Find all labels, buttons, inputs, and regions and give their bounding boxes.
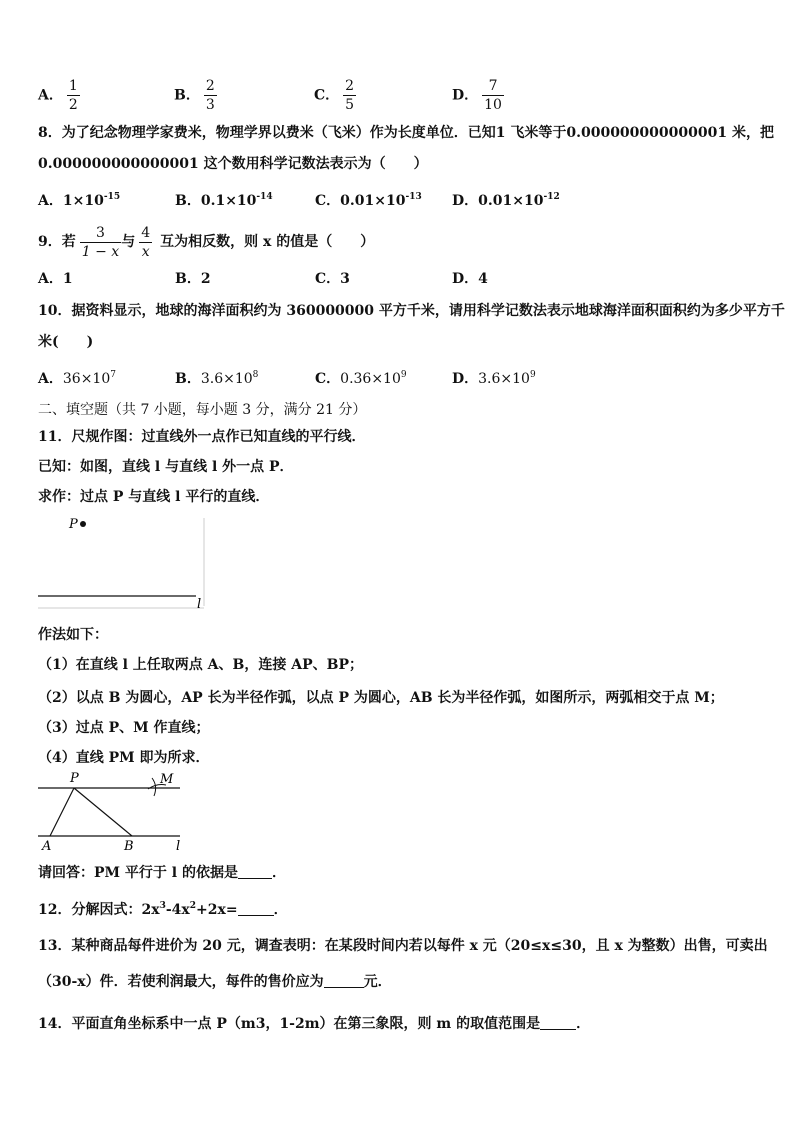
option-base: 0.01×10	[478, 193, 544, 209]
q14-text: 14．平面直角坐标系中一点 P（m3，1-2m）在第三象限，则 m 的取值范围是	[38, 1016, 541, 1032]
point-m-label: M	[160, 772, 174, 787]
q11-answer-prompt	[38, 864, 286, 882]
q9-suffix: 互为相反数，则 x 的值是（ ）	[160, 234, 375, 250]
option-label: D．	[452, 193, 479, 209]
numerator: 2	[345, 78, 355, 94]
answer-blank[interactable]	[540, 1015, 576, 1030]
q10-option-a	[38, 370, 116, 388]
q9-fraction-1	[80, 225, 121, 260]
option-exponent: -13	[405, 192, 422, 202]
q11-title: 11．尺规作图：过直线外一点作已知直线的平行线．	[38, 429, 366, 445]
option-exponent: -12	[543, 192, 560, 202]
option-label: A．	[38, 87, 63, 104]
denominator: 3	[205, 97, 215, 113]
figure-construction	[36, 772, 196, 854]
option-exponent: 9	[529, 370, 536, 380]
q7-option-d	[452, 78, 504, 113]
option-label: C．	[315, 271, 341, 287]
option-value: 3	[340, 271, 350, 287]
point-p-label: P	[69, 517, 78, 532]
q10-option-d	[452, 370, 536, 388]
option-base: 0.36×10	[340, 371, 401, 387]
option-exponent: -14	[256, 192, 273, 202]
q12-stem	[38, 901, 288, 919]
q12-term: -4x	[165, 902, 190, 918]
option-label: C．	[314, 87, 340, 104]
q8-line2: 0.000000000000001 这个数用科学记数法表示为（ ）	[38, 156, 428, 172]
q8-option-a	[38, 192, 120, 210]
q8-line1: 8．为了纪念物理学家费米，物理学界以费米（飞米）作为长度单位．已知1 飞米等于0.000000000000001 米，把	[38, 125, 774, 141]
numerator: 7	[488, 78, 498, 94]
denominator: x	[141, 243, 150, 260]
q9-option-a	[38, 270, 73, 288]
prompt-text: 请回答：PM 平行于 l 的依据是	[38, 865, 238, 881]
q11-step-2: （2）以点 B 为圆心，AP 长为半径作弧，以点 P 为圆心，AB 长为半径作弧，如图所示，两弧相交于点 M；	[38, 690, 724, 706]
exponent: 2	[189, 901, 197, 911]
option-base: 3.6×10	[200, 371, 253, 387]
option-base: 0.01×10	[340, 193, 406, 209]
q9-prefix: 9．若	[38, 234, 76, 250]
q12-term: +2x=	[196, 902, 238, 918]
q12-text: 12．分解因式：2x	[38, 902, 160, 918]
q10-option-b	[175, 370, 258, 388]
q12-end: ．	[273, 902, 288, 918]
q10-option-c	[315, 370, 407, 388]
option-label: B．	[175, 193, 201, 209]
q7-option-a	[38, 78, 80, 113]
q7-option-b	[174, 78, 217, 113]
answer-blank[interactable]	[238, 901, 274, 916]
q11-find: 求作：过点 P 与直线 l 平行的直线．	[38, 489, 270, 505]
numerator: 4	[141, 224, 151, 241]
q11-step-3: （3）过点 P、M 作直线；	[38, 720, 210, 736]
q10-line2: 米( )	[38, 334, 94, 350]
option-label: A．	[38, 271, 63, 287]
q9-option-c	[315, 270, 350, 288]
option-value: 2	[200, 271, 211, 287]
option-label: A．	[38, 371, 63, 387]
option-base: 3.6×10	[478, 371, 530, 387]
denominator: 10	[484, 97, 502, 113]
point-p	[80, 521, 86, 527]
point-b-label: B	[124, 839, 134, 854]
option-base: 0.1×10	[200, 193, 257, 209]
fraction	[67, 78, 80, 113]
fraction	[482, 78, 504, 113]
option-label: D．	[452, 271, 479, 287]
q9-option-b	[175, 270, 211, 288]
option-exponent: 7	[110, 370, 116, 380]
option-label: A．	[38, 193, 63, 209]
prompt-end: ．	[271, 865, 286, 881]
q8-option-c	[315, 192, 422, 210]
point-p-label: P	[70, 772, 79, 786]
line-l-label: l	[197, 597, 202, 612]
q11-method-heading: 作法如下：	[38, 627, 108, 643]
option-label: B．	[175, 371, 201, 387]
q9-mid: 与	[121, 234, 136, 250]
fraction	[343, 78, 356, 113]
q13-text: （30-x）件．若使利润最大，每件的售价应为	[38, 974, 324, 990]
figure-point-and-line	[36, 514, 216, 614]
option-label: C．	[315, 193, 341, 209]
option-label: B．	[174, 87, 200, 104]
exponent: 3	[159, 901, 166, 911]
q13-text-end: 元．	[363, 974, 392, 990]
option-label: D．	[452, 371, 479, 387]
option-exponent: 8	[252, 370, 259, 380]
q7-option-c	[314, 78, 356, 113]
denominator: 5	[345, 97, 355, 113]
q13-line1: 13．某种商品每件进价为 20 元，调查表明：在某段时间内若以每件 x 元（20≤x≤30，且 x 为整数）出售，可卖出	[38, 938, 768, 954]
option-label: B．	[175, 271, 201, 287]
segment-bp	[74, 788, 132, 836]
denominator: 2	[68, 97, 78, 113]
numerator: 1	[68, 78, 78, 94]
option-base: 1×10	[62, 193, 104, 209]
option-base: 36×10	[62, 371, 111, 387]
q8-option-d	[452, 192, 560, 210]
fraction	[204, 78, 217, 113]
q14-end: ．	[576, 1016, 591, 1032]
q14-stem	[38, 1015, 590, 1033]
q13-line2	[38, 973, 392, 991]
q9-option-d	[452, 270, 488, 288]
q10-line1: 10．据资料显示，地球的海洋面积约为 360000000 平方千米，请用科学记数法表示地球海洋面积面积约为多少平方千	[38, 303, 785, 319]
option-value: 1	[62, 271, 73, 287]
q9-fraction-2	[139, 225, 152, 260]
segment-ap	[50, 788, 74, 836]
q7-options	[38, 78, 758, 120]
numerator: 3	[96, 224, 105, 241]
option-label: D．	[452, 87, 479, 104]
numerator: 2	[205, 78, 215, 94]
line-l-label: l	[176, 839, 181, 854]
q11-step-4: （4）直线 PM 即为所求．	[38, 750, 210, 766]
q11-known: 已知：如图，直线 l 与直线 l 外一点 P．	[38, 459, 294, 475]
q8-option-b	[175, 192, 273, 210]
point-a-label: A	[42, 839, 52, 854]
option-value: 4	[478, 271, 488, 287]
answer-blank[interactable]	[324, 973, 364, 988]
denominator: 1 − x	[81, 243, 120, 260]
option-exponent: 9	[400, 370, 407, 380]
section-heading: 二、填空题（共 7 小题，每小题 3 分，满分 21 分）	[38, 402, 367, 418]
option-label: C．	[315, 371, 341, 387]
option-exponent: -15	[103, 192, 121, 202]
q11-step-1: （1）在直线 l 上任取两点 A、B，连接 AP、BP；	[38, 657, 363, 673]
answer-blank[interactable]	[238, 864, 272, 879]
q9-stem	[38, 222, 374, 262]
